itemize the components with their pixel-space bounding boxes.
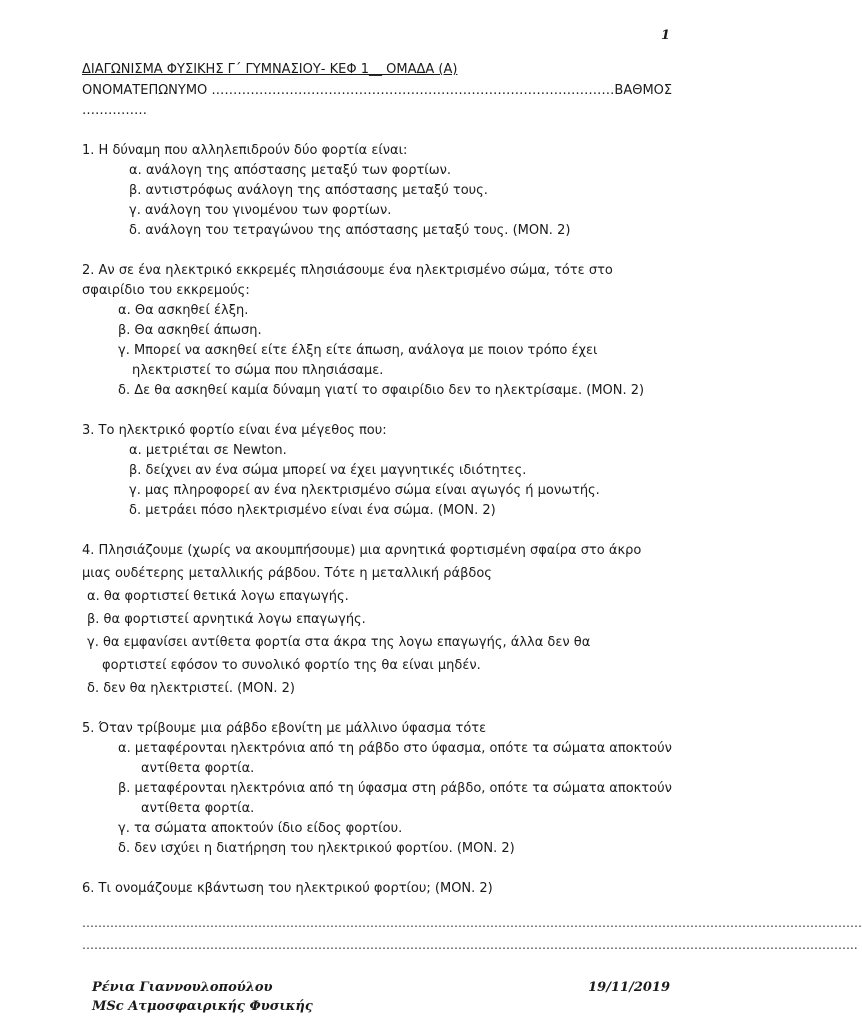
option-c: γ. θα εμφανίσει αντίθετα φορτία στα άκρα της λογω επαγωγής, άλλα δεν θα <box>87 635 591 650</box>
option-a: α. ανάλογη της απόστασης μεταξύ των φορτίων. <box>129 163 451 178</box>
option-b: β. μεταφέρονται ηλεκτρόνια από τη ύφασμα στη ράβδο, οπότε τα σώματα αποκτούν <box>118 781 672 796</box>
option-b: β. θα φορτιστεί αρνητικά λογω επαγωγής. <box>87 612 366 627</box>
option-d: δ. δεν θα ηλεκτριστεί. (ΜΟΝ. 2) <box>87 681 295 696</box>
option-c: γ. Μπορεί να ασκηθεί είτε έλξη είτε άπωση, ανάλογα με ποιον τρόπο έχει <box>118 343 598 358</box>
question-4 <box>82 541 688 699</box>
option-b: β. Θα ασκηθεί άπωση. <box>118 323 262 338</box>
option-a-continued: αντίθετα φορτία. <box>141 761 255 776</box>
author-name: Ρένια Γιαννουλοπούλου <box>92 980 273 995</box>
question-text: 3. Το ηλεκτρικό φορτίο είναι ένα μέγεθος που: <box>82 423 387 438</box>
question-3 <box>82 421 688 521</box>
option-c: γ. ανάλογη του γινομένου των φορτίων. <box>129 203 392 218</box>
option-c-continued: φορτιστεί εφόσον το συνολικό φορτίο της θα είναι μηδέν. <box>102 658 481 673</box>
option-a: α. μετριέται σε Newton. <box>129 443 287 458</box>
question-text: 6. Τι ονομάζουμε κβάντωση του ηλεκτρικού φορτίου; (ΜΟΝ. 2) <box>82 881 493 896</box>
option-c-continued: ηλεκτριστεί το σώμα που πλησιάσαμε. <box>132 363 384 378</box>
exam-content <box>82 60 688 899</box>
question-text: 5. Όταν τρίβουμε μια ράβδο εβονίτη με μάλλινο ύφασμα τότε <box>82 721 487 736</box>
option-b-continued: αντίθετα φορτία. <box>141 801 255 816</box>
student-name-grade-line: ΟΝΟΜΑΤΕΠΩΝΥΜΟ …………………………………………………………………………………ΒΑΘΜΟΣ …………… <box>82 83 673 118</box>
option-d: δ. ανάλογη του τετραγώνου της απόστασης μεταξύ τους. (ΜΟΝ. 2) <box>129 223 571 238</box>
option-a: α. Θα ασκηθεί έλξη. <box>118 303 249 318</box>
question-1 <box>82 141 688 241</box>
page-number: 1 <box>660 28 670 43</box>
exam-title: ΔΙΑΓΩΝΙΣΜΑ ΦΥΣΙΚΗΣ Γ΄ ΓΥΜΝΑΣΙΟΥ- ΚΕΦ 1__ ΟΜΑΔΑ (Α) <box>82 62 458 77</box>
option-b: β. αντιστρόφως ανάλογη της απόστασης μεταξύ τους. <box>129 183 488 198</box>
author-degree: MSc Ατμοσφαιρικής Φυσικής <box>92 999 313 1014</box>
option-c: γ. τα σώματα αποκτούν ίδιο είδος φορτίου. <box>118 821 403 836</box>
option-d: δ. Δε θα ασκηθεί καμία δύναμη γιατί το σφαιρίδιο δεν το ηλεκτρίσαμε. (ΜΟΝ. 2) <box>118 383 645 398</box>
question-6 <box>82 879 688 899</box>
option-a: α. θα φορτιστεί θετικά λογω επαγωγής. <box>87 589 349 604</box>
question-text-line-2: σφαιρίδιο του εκκρεμούς: <box>82 283 250 298</box>
question-text-line-2: μιας ουδέτερης μεταλλικής ράβδου. Τότε η μεταλλική ράβδος <box>82 566 492 581</box>
question-text: 1. Η δύναμη που αλληλεπιδρούν δύο φορτία είναι: <box>82 143 408 158</box>
question-5 <box>82 719 688 859</box>
question-text-line-1: 2. Αν σε ένα ηλεκτρικό εκκρεμές πλησιάσουμε ένα ηλεκτρισμένο σώμα, τότε στο <box>82 263 613 278</box>
answer-line-1: …………………………………………………………………………………………………………………………………………………………………………… <box>82 916 862 930</box>
option-d: δ. δεν ισχύει η διατήρηση του ηλεκτρικού φορτίου. (ΜΟΝ. 2) <box>118 841 515 856</box>
question-text-line-1: 4. Πλησιάζουμε (χωρίς να ακουμπήσουμε) μια αρνητικά φορτισμένη σφαίρα στο άκρο <box>82 543 642 558</box>
option-d: δ. μετράει πόσο ηλεκτρισμένο είναι ένα σώμα. (ΜΟΝ. 2) <box>129 503 496 518</box>
answer-line-2: ………………………………………………………………………………………………………………………………………………………………………….. <box>82 938 858 952</box>
option-c: γ. μας πληροφορεί αν ένα ηλεκτρισμένο σώμα είναι αγωγός ή μονωτής. <box>129 483 600 498</box>
option-b: β. δείχνει αν ένα σώμα μπορεί να έχει μαγνητικές ιδιότητες. <box>129 463 527 478</box>
exam-date: 19/11/2019 <box>588 980 670 995</box>
question-2 <box>82 261 688 401</box>
option-a: α. μεταφέρονται ηλεκτρόνια από τη ράβδο στο ύφασμα, οπότε τα σώματα αποκτούν <box>118 741 672 756</box>
author-signature <box>92 978 313 1016</box>
